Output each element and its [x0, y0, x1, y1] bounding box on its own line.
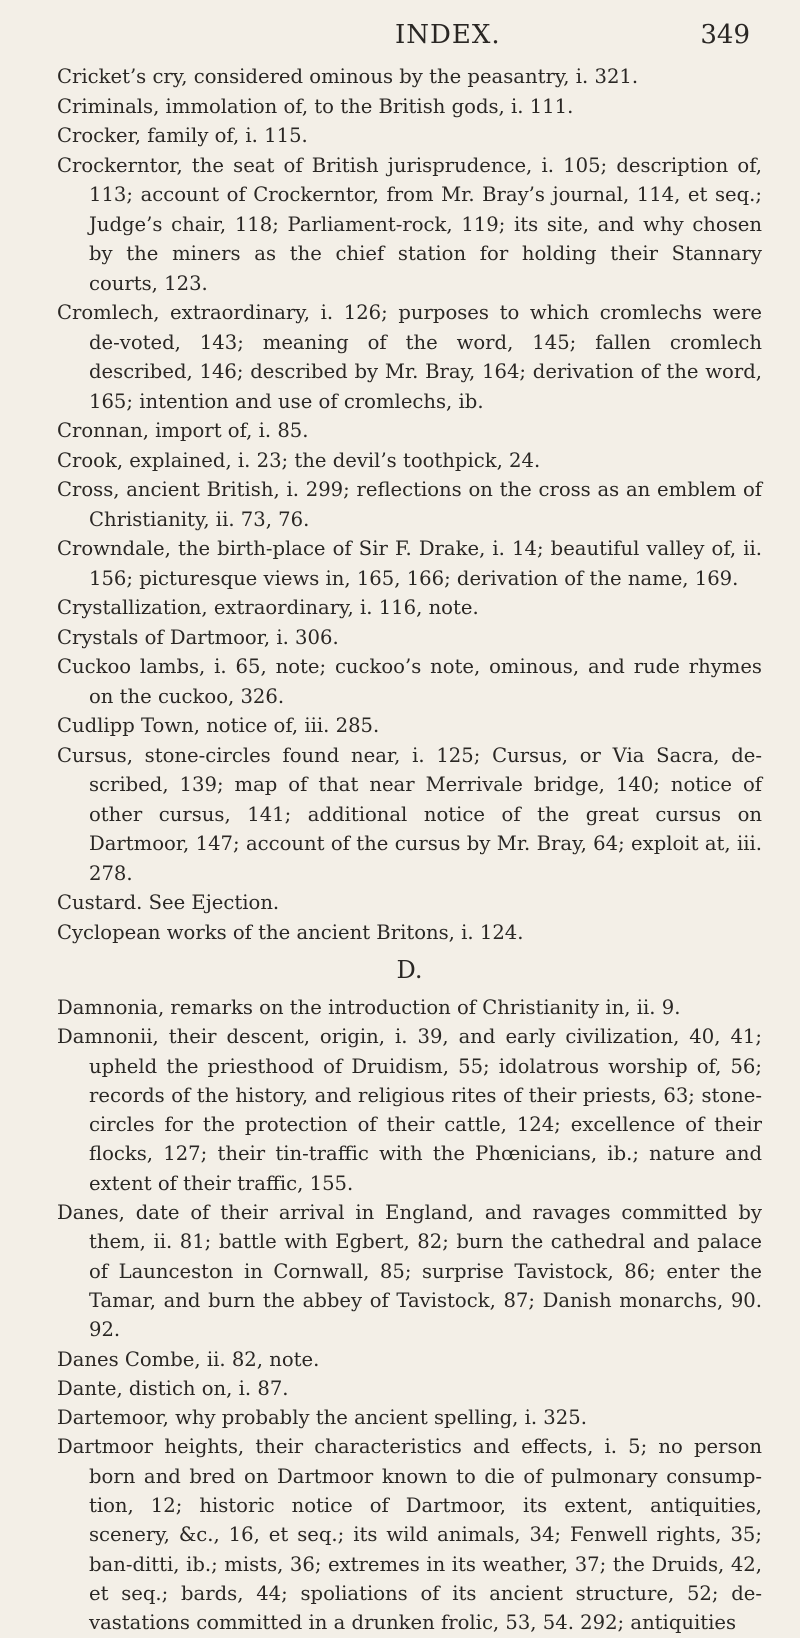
index-entry: Crook, explained, i. 23; the devil’s toothpick, 24. [57, 448, 541, 472]
index-entry: Dartemoor, why probably the ancient spelling, i. 325. [57, 1406, 587, 1430]
index-entry: Criminals, immolation of, to the British gods, i. 111. [57, 94, 574, 118]
index-entry: Crystallization, extraordinary, i. 116, note. [57, 596, 479, 619]
index-entry: Cursus, stone-circles found near, i. 125; Cursus, or Via Sacra, de-scribed, 139; map of that near Merrivale bridge, 140; notice of other cursus, 141; additional notice of the great cursus on Dartmoor, 147; account of the cursus by Mr. Bray, 64; exploit at, iii. 278. [57, 743, 762, 885]
index-entry: Crystals of Dartmoor, i. 306. [57, 625, 339, 649]
running-title: INDEX. [395, 20, 501, 50]
index-entry: Cricket’s cry, considered ominous by the peasantry, i. 321. [57, 65, 639, 88]
index-entries-c [57, 62, 762, 947]
page-number: 349 [700, 20, 750, 50]
index-entries-d [57, 993, 762, 1638]
index-entry: Dante, distich on, i. 87. [57, 1376, 289, 1400]
index-entry: Danes, date of their arrival in England, and ravages committed by them, ii. 81; battle with Egbert, 82; burn the cathedral and palace of Launceston in Cornwall, 85; surprise Tavistock, 86; enter the Tamar, and burn the abbey of Tavistock, 87; Danish monarchs, 90. 92. [57, 1201, 762, 1342]
index-entry: Crockerntor, the seat of British jurisprudence, i. 105; description of, 113; account of Crockerntor, from Mr. Bray’s journal, 114, et seq.; Judge’s chair, 118; Parliament-rock, 119; its site, and why chosen by the miners as the chief station for holding their Stannary courts, 123. [57, 153, 762, 295]
index-entry: Damnonia, remarks on the introduction of Christianity in, ii. 9. [57, 996, 681, 1019]
section-letter-heading: D. [396, 956, 423, 984]
index-entry: Cyclopean works of the ancient Britons, i. 124. [57, 920, 524, 944]
page-header [57, 20, 762, 60]
index-entry: Cromlech, extraordinary, i. 126; purposes to which cromlechs were de-voted, 143; meaning of the word, 145; fallen cromlech described, 146; described by Mr. Bray, 164; derivation of the word, 165; intention and use of cromlechs, ib. [57, 301, 762, 413]
index-entry: Danes Combe, ii. 82, note. [57, 1347, 320, 1371]
index-entry: Crowndale, the birth-place of Sir F. Drake, i. 14; beautiful valley of, ii. 156; picturesque views in, 165, 166; derivation of the name, 169. [57, 537, 762, 590]
index-entry: Cudlipp Town, notice of, iii. 285. [57, 714, 380, 737]
index-entry: Cronnan, import of, i. 85. [57, 419, 309, 442]
index-entry: Dartmoor heights, their characteristics and effects, i. 5; no person born and bred on Dartmoor known to die of pulmonary consump-tion, 12; historic notice of Dartmoor, its extent, antiquities, scenery, &c., 16, et seq.; its wild animals, 34; Fenwell rights, 35; ban-ditti, ib.; mists, 36; extremes in its weather, 37; the Druids, 42, et seq.; bards, 44; spoliations of its ancient structure, 52; de-vastations committed in a drunken frolic, 53, 54. 292; antiquities [57, 1435, 762, 1635]
index-entry: Cuckoo lambs, i. 65, note; cuckoo’s note, ominous, and rude rhymes on the cuckoo, 326. [57, 655, 762, 708]
index-entry: Damnonii, their descent, origin, i. 39, and early civilization, 40, 41; upheld the priesthood of Druidism, 55; idolatrous worship of, 56; records of the history, and religious rites of their priests, 63; stone-circles for the protection of their cattle, 124; excellence of their flocks, 127; their tin-traffic with the Phœnicians, ib.; nature and extent of their traffic, 155. [57, 1025, 762, 1195]
index-entry: Custard. See Ejection. [57, 891, 280, 914]
index-entry: Crocker, family of, i. 115. [57, 124, 308, 147]
index-entry: Cross, ancient British, i. 299; reflections on the cross as an emblem of Christianity, ii. 73, 76. [57, 478, 762, 531]
